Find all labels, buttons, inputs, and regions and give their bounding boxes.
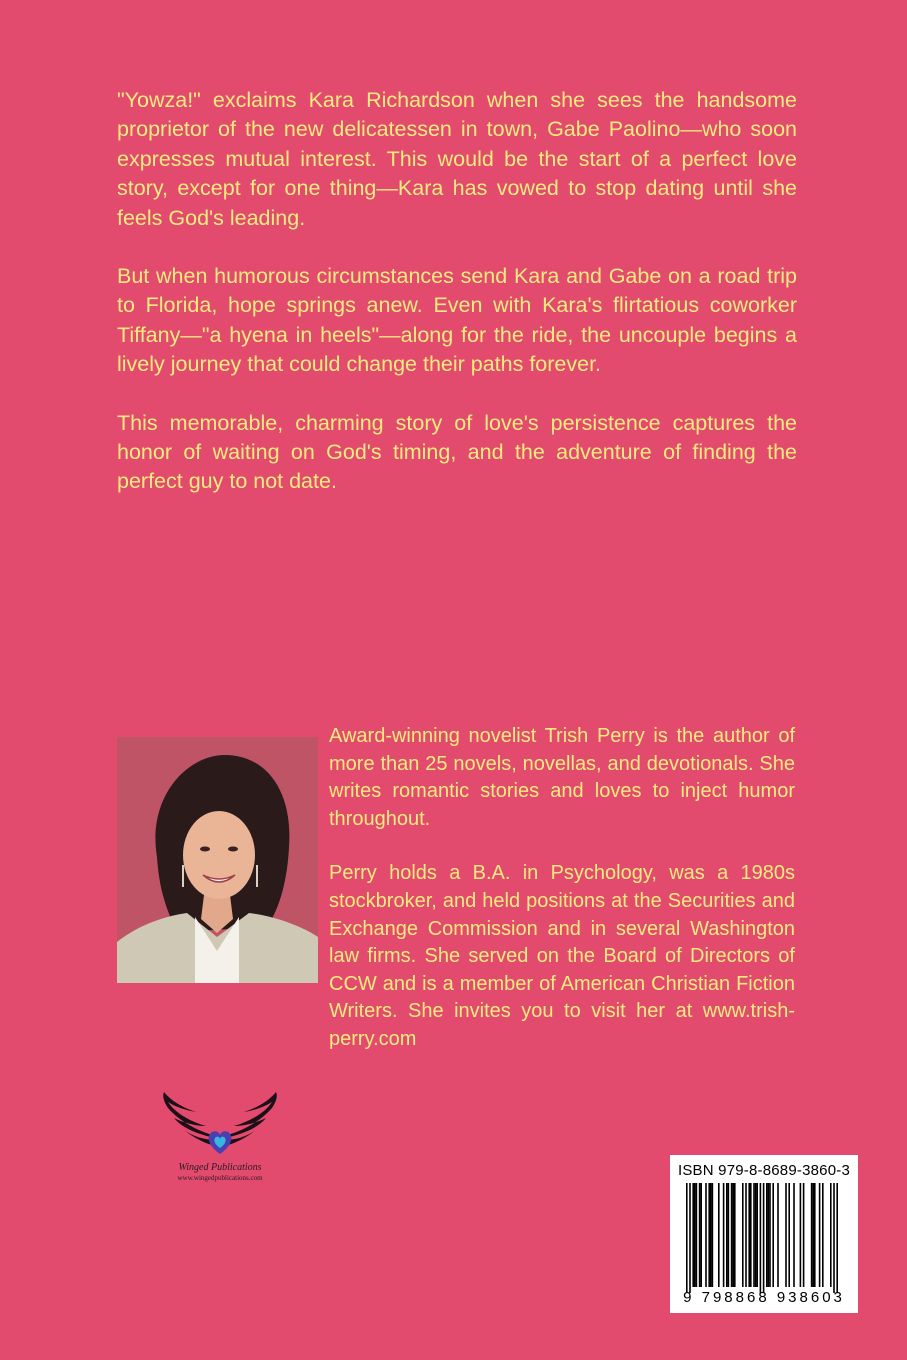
barcode-bar (699, 1183, 701, 1287)
barcode-bar (814, 1183, 816, 1287)
bio-paragraph-1: Award-winning novelist Trish Perry is the author of more than 25 novels, novellas, and devotionals. She writes romantic stories and loves to inject humor throughout. (329, 725, 795, 830)
barcode-bar (734, 1183, 736, 1287)
publisher-name: Winged Publications (178, 1162, 262, 1173)
barcode-bar (750, 1183, 752, 1287)
barcode-bar (732, 1183, 734, 1287)
barcode-bar (768, 1183, 770, 1287)
barcode-bar (833, 1183, 835, 1293)
blurb-paragraph-2: But when humorous circumstances send Kara and Gabe on a road trip to Florida, hope springs anew. Even with Kara's flirtatious coworker Tiffany—"a hyena in heels"—along for the ride, the uncouple begins a lively journey that could change their paths forever. (117, 264, 797, 377)
barcode-bar (830, 1183, 832, 1287)
barcode-bar (766, 1183, 768, 1287)
barcode-bar (742, 1183, 744, 1287)
book-description (117, 86, 797, 526)
barcode-bar (785, 1183, 787, 1287)
barcode-bar (753, 1183, 755, 1287)
barcode-bar (748, 1183, 750, 1287)
author-photo (117, 737, 318, 983)
barcode-bar (819, 1183, 821, 1287)
barcode-bar (811, 1183, 813, 1287)
blurb-paragraph-3: This memorable, charming story of love's persistence captures the honor of waiting on God's timing, and the adventure of finding the perfect guy to not date. (117, 410, 797, 494)
barcode-bar (696, 1183, 698, 1287)
barcode-bar (800, 1183, 802, 1287)
barcode-bar (756, 1183, 758, 1287)
publisher-url: www.wingedpublications.com (177, 1174, 263, 1182)
barcode-bar (822, 1183, 824, 1287)
author-portrait-icon (117, 737, 318, 983)
barcode-bar (723, 1183, 725, 1287)
barcode-bar (705, 1183, 707, 1287)
bio-paragraph-2: Perry holds a B.A. in Psychology, was a 1980s stockbroker, and held positions at the Securities and Exchange Commission and in several Washington law firms. She served on the Board of Directors of CCW and is a member of American Christian Fiction Writers. She invites you to visit her at www.trishperry.com (329, 862, 795, 1050)
barcode-bar (772, 1183, 774, 1287)
barcode-bar (769, 1183, 771, 1287)
barcode-bar (700, 1183, 702, 1287)
barcode-bar (777, 1183, 779, 1287)
barcode-bar (763, 1183, 765, 1293)
isbn-label: ISBN 979-8-8689-3860-3 (677, 1162, 850, 1179)
barcode-bar (755, 1183, 757, 1287)
author-bio (329, 723, 795, 1081)
barcode-bar (689, 1183, 691, 1293)
barcode-bar (731, 1183, 733, 1287)
barcode-bar (710, 1183, 712, 1287)
winged-heart-logo-icon (150, 1088, 290, 1162)
barcode-bar (692, 1183, 694, 1287)
barcode-bar (745, 1183, 747, 1287)
barcode-bar (812, 1183, 814, 1287)
barcode-bar (694, 1183, 696, 1287)
publisher-logo (150, 1088, 290, 1188)
barcode-bar (793, 1183, 795, 1287)
barcode-bar (836, 1183, 838, 1293)
barcode-bar (803, 1183, 805, 1287)
ean-digits: 9 798868 938603 (683, 1289, 845, 1306)
barcode-bar (686, 1183, 688, 1293)
isbn-barcode (670, 1155, 858, 1313)
barcode-bar (726, 1183, 728, 1287)
barcode-bar (788, 1183, 790, 1287)
barcode-bar (712, 1183, 714, 1287)
barcode-bar (760, 1183, 762, 1293)
blurb-paragraph-1: "Yowza!" exclaims Kara Richardson when she sees the handsome proprietor of the new delicatessen in town, Gabe Paolino—who soon expresses mutual interest. This would be the start of a perfect love story, except for one thing—Kara has vowed to stop dating until she feels God's leading. (117, 88, 797, 230)
barcode-bar (718, 1183, 720, 1287)
barcode-bar (728, 1183, 730, 1287)
barcode-bar (708, 1183, 710, 1287)
